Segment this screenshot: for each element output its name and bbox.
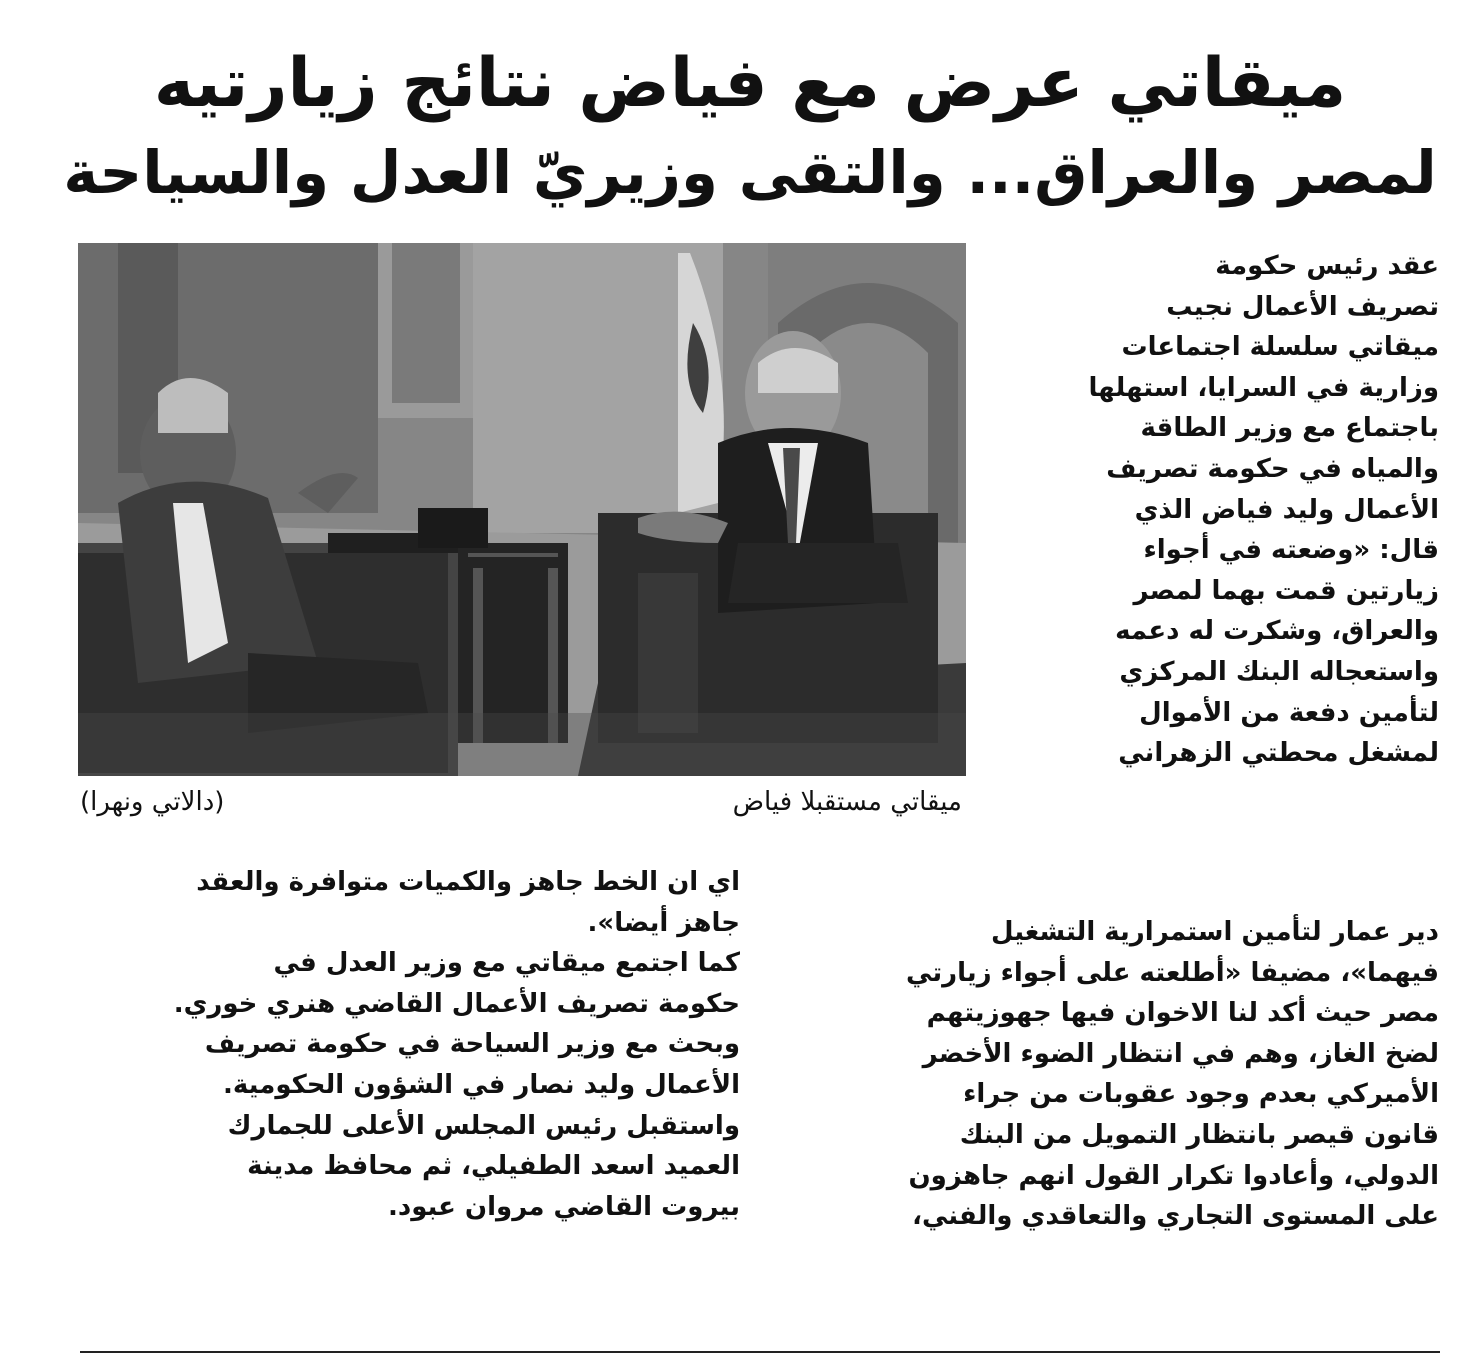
body-line: ميقاتي سلسلة اجتماعات bbox=[1121, 332, 1439, 363]
photo-caption: ميقاتي مستقبلا فياض bbox=[732, 787, 962, 817]
body-line: دير عمار لتأمين استمرارية التشغيل bbox=[990, 917, 1439, 947]
body-line: قال: «وضعته في أجواء bbox=[1143, 535, 1439, 566]
article-column-bottom-right bbox=[775, 912, 1439, 1237]
body-line: العميد اسعد الطفيلي، ثم محافظ مدينة bbox=[247, 1151, 740, 1182]
body-line: لضخ الغاز، وهم في انتظار الضوء الأخضر bbox=[922, 1038, 1439, 1069]
body-line: الأعمال وليد نصار في الشؤون الحكومية. bbox=[222, 1069, 740, 1100]
bottom-divider bbox=[80, 1351, 1440, 1353]
body-line: اي ان الخط جاهز والكميات متوافرة والعقد bbox=[196, 867, 740, 897]
body-line: حكومة تصريف الأعمال القاضي هنري خوري. bbox=[173, 988, 740, 1019]
body-line: والعراق، وشكرت له دعمه bbox=[1115, 616, 1439, 647]
body-line: بيروت القاضي مروان عبود. bbox=[387, 1191, 740, 1222]
body-line: قانون قيصر بانتظار التمويل من البنك bbox=[959, 1119, 1439, 1150]
body-line: واستعجاله البنك المركزي bbox=[1119, 656, 1439, 687]
article-column-bottom-left bbox=[80, 862, 740, 1227]
body-line: لمشغل محطتي الزهراني bbox=[1118, 738, 1439, 769]
body-line: وبحث مع وزير السياحة في حكومة تصريف bbox=[204, 1029, 740, 1060]
body-line: باجتماع مع وزير الطاقة bbox=[1140, 413, 1439, 444]
body-line: على المستوى التجاري والتعاقدي والفني، bbox=[912, 1201, 1439, 1232]
article-column-right bbox=[1015, 246, 1439, 774]
body-line: كما اجتمع ميقاتي مع وزير العدل في bbox=[273, 948, 740, 979]
body-line: فيهما»، مضيفا «أطلعته على أجواء زيارتي bbox=[906, 957, 1439, 988]
body-line: واستقبل رئيس المجلس الأعلى للجمارك bbox=[227, 1110, 740, 1141]
body-line: الأميركي بعدم وجود عقوبات من جراء bbox=[963, 1079, 1439, 1110]
body-line: وزارية في السرايا، استهلها bbox=[1088, 372, 1439, 403]
news-photo bbox=[78, 243, 966, 776]
headline-line-1: ميقاتي عرض مع فياض نتائج زيارتيه bbox=[153, 44, 1347, 123]
photo-credit: (دالاتي ونهرا) bbox=[80, 787, 225, 817]
body-line: تصريف الأعمال نجيب bbox=[1166, 291, 1439, 322]
body-line: الدولي، وأعادوا تكرار القول انهم جاهزون bbox=[908, 1160, 1439, 1191]
body-line: الأعمال وليد فياض الذي bbox=[1134, 494, 1439, 525]
body-line: جاهز أيضا». bbox=[587, 907, 740, 938]
body-line: زيارتين قمت بهما لمصر bbox=[1133, 575, 1439, 606]
body-line: والمياه في حكومة تصريف bbox=[1106, 453, 1439, 484]
headline-line-2: لمصر والعراق... والتقى وزيريّ العدل والسياحة bbox=[63, 139, 1437, 208]
body-line: مصر حيث أكد لنا الاخوان فيها جهوزيتهم bbox=[926, 998, 1439, 1029]
body-line: عقد رئيس حكومة bbox=[1215, 251, 1439, 281]
meeting-photo-illustration bbox=[78, 243, 966, 776]
body-line: لتأمين دفعة من الأموال bbox=[1139, 697, 1439, 728]
